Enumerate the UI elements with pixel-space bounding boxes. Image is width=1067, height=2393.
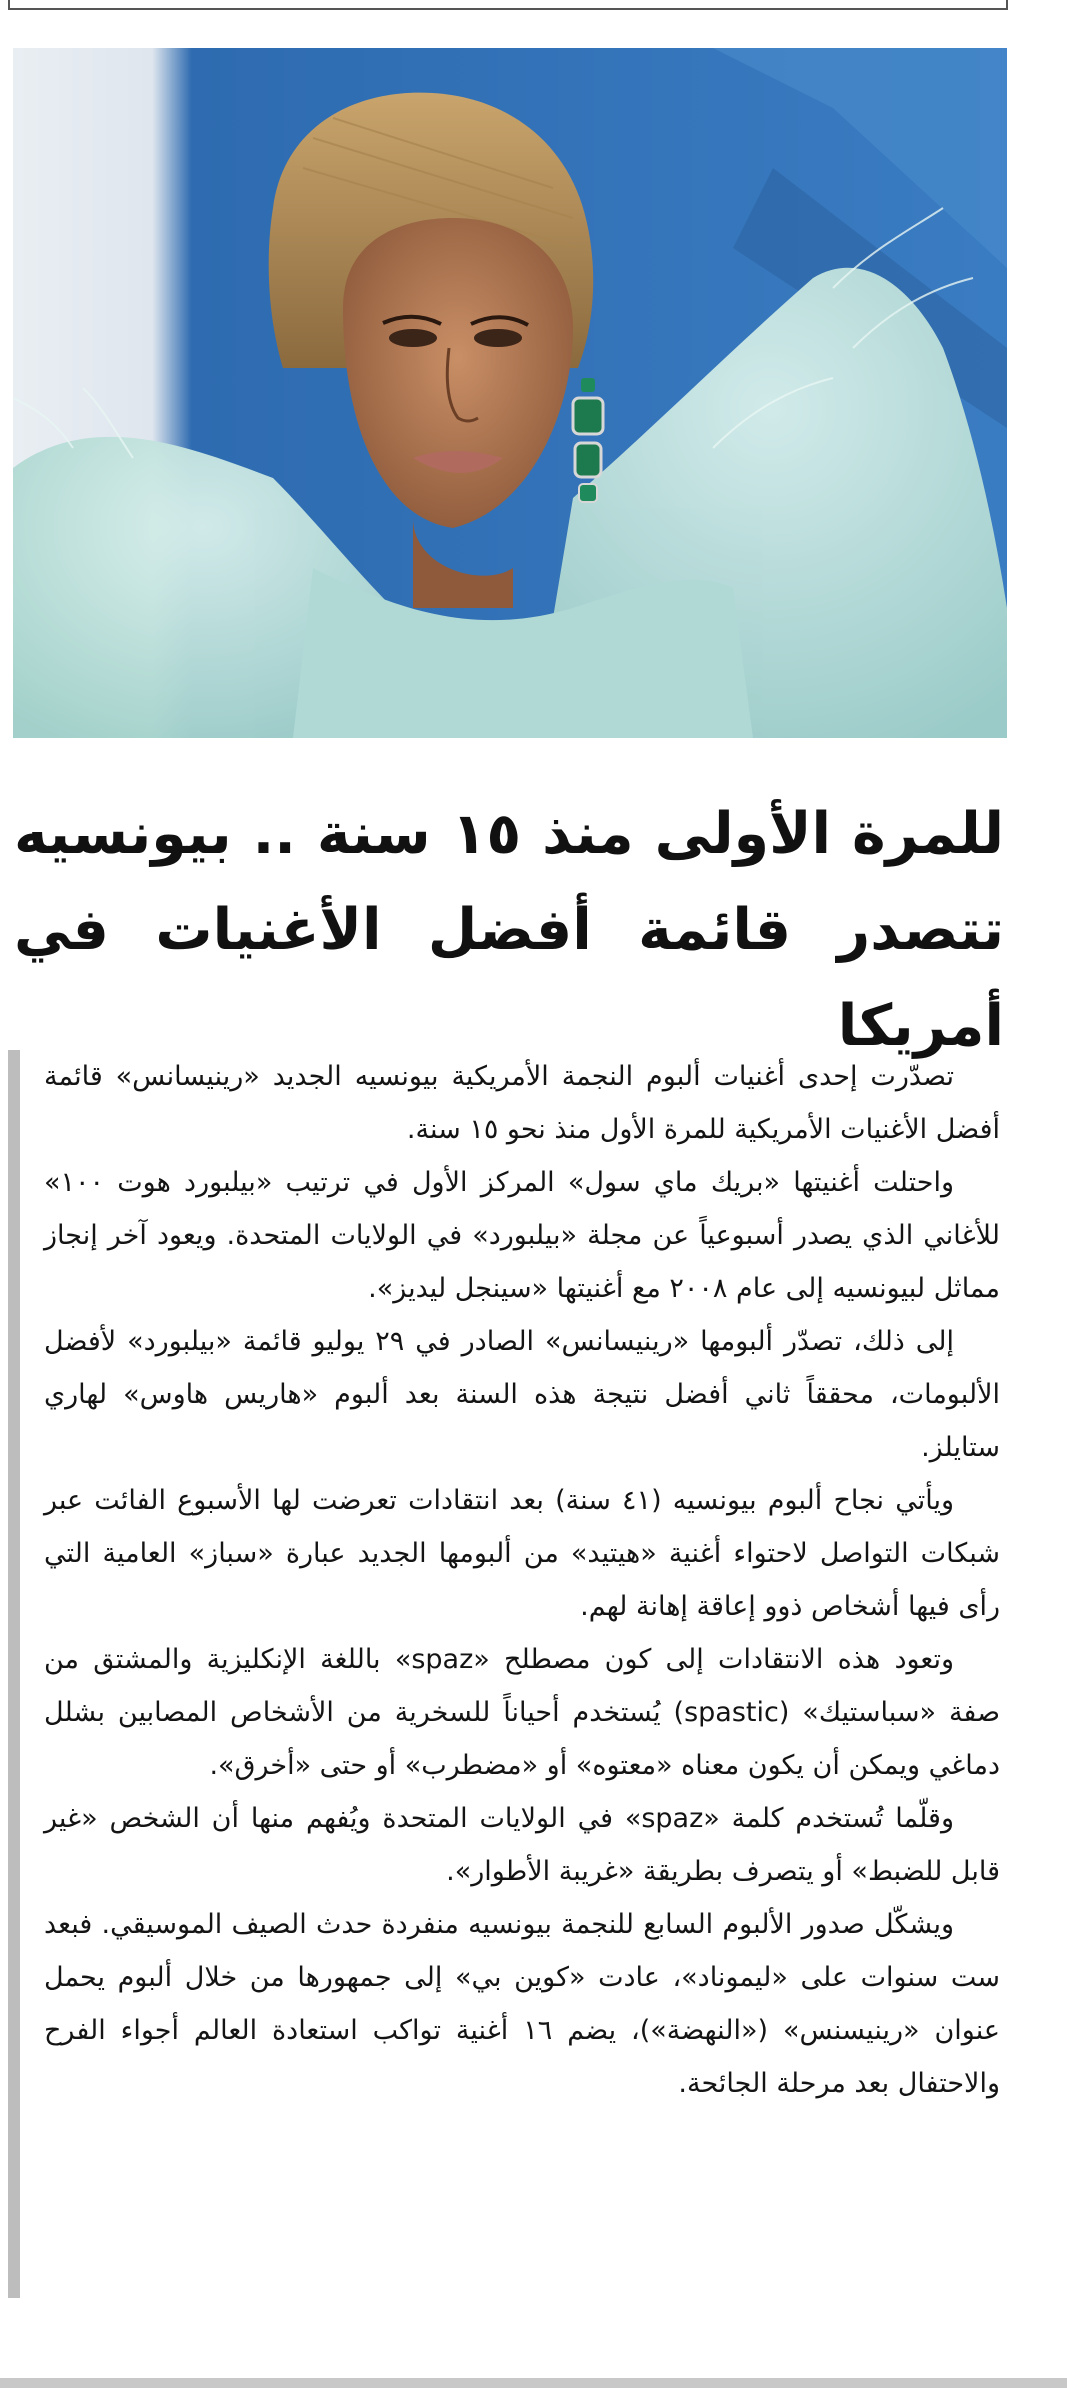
article-body [8, 1050, 1018, 2300]
article-photo [13, 48, 1007, 738]
article-text [44, 1050, 1000, 2110]
headline-line-2: تتصدر قائمة أفضل الأغنيات في أمريكا [14, 897, 1004, 1059]
paragraph: تصدّرت إحدى أغنيات ألبوم النجمة الأمريكية بيونسيه الجديد «رينيسانس» قائمة أفضل الأغنيات الأمريكية للمرة الأول منذ نحو ١٥ سنة. [44, 1061, 1000, 1145]
top-border-rule [8, 0, 1008, 10]
paragraph: ويشكّل صدور الألبوم السابع للنجمة بيونسيه منفردة حدث الصيف الموسيقي. فبعد ست سنوات على «ليموناد»، عادت «كوين بي» إلى جمهورها من خلال ألبوم يحمل عنوان «رينيسنس» («النهضة»)، يضم ١٦ أغنية تواكب استعادة العالم أجواء الفرح والاحتفال بعد مرحلة الجائحة. [44, 1909, 1001, 2099]
article-side-bar [8, 1050, 20, 2298]
bottom-border-rule [0, 2378, 1067, 2388]
paragraph: واحتلت أغنيتها «بريك ماي سول» المركز الأول في ترتيب «بيلبورد هوت ١٠٠» للأغاني الذي يصدر أسبوعياً عن مجلة «بيلبورد» في الولايات المتحدة. ويعود آخر إنجاز مماثل لبيونسيه إلى عام ٢٠٠٨ مع أغنيتها «سينجل ليديز». [44, 1167, 1000, 1304]
paragraph: وقلّما تُستخدم كلمة «spaz» في الولايات المتحدة ويُفهم منها أن الشخص «غير قابل للضبط» أو يتصرف بطريقة «غريبة الأطوار». [44, 1803, 1000, 1887]
paragraph: ويأتي نجاح ألبوم بيونسيه (٤١ سنة) بعد انتقادات تعرضت لها الأسبوع الفائت عبر شبكات التواصل لاحتواء أغنية «هيتيد» من ألبومها الجديد عبارة «سباز» العامية التي رأى فيها أشخاص ذوو إعاقة إهانة لهم. [44, 1485, 1000, 1622]
headline-line-1: للمرة الأولى منذ ١٥ سنة .. بيونسيه [14, 801, 1004, 867]
paragraph: وتعود هذه الانتقادات إلى كون مصطلح «spaz» باللغة الإنكليزية والمشتق من صفة «سباستيك» (spastic) يُستخدم أحياناً للسخرية من الأشخاص المصابين بشلل دماغي ويمكن أن يكون معناه «معتوه» أو «مضطرب» أو حتى «أخرق». [44, 1644, 1001, 1781]
paragraph: إلى ذلك، تصدّر ألبومها «رينيسانس» الصادر في ٢٩ يوليو قائمة «بيلبورد» لأفضل الألبومات، محققاً ثاني أفضل نتيجة هذه السنة بعد ألبوم «هاريس هاوس» لهاري ستايلز. [44, 1326, 1000, 1463]
article-headline [14, 786, 1004, 1074]
